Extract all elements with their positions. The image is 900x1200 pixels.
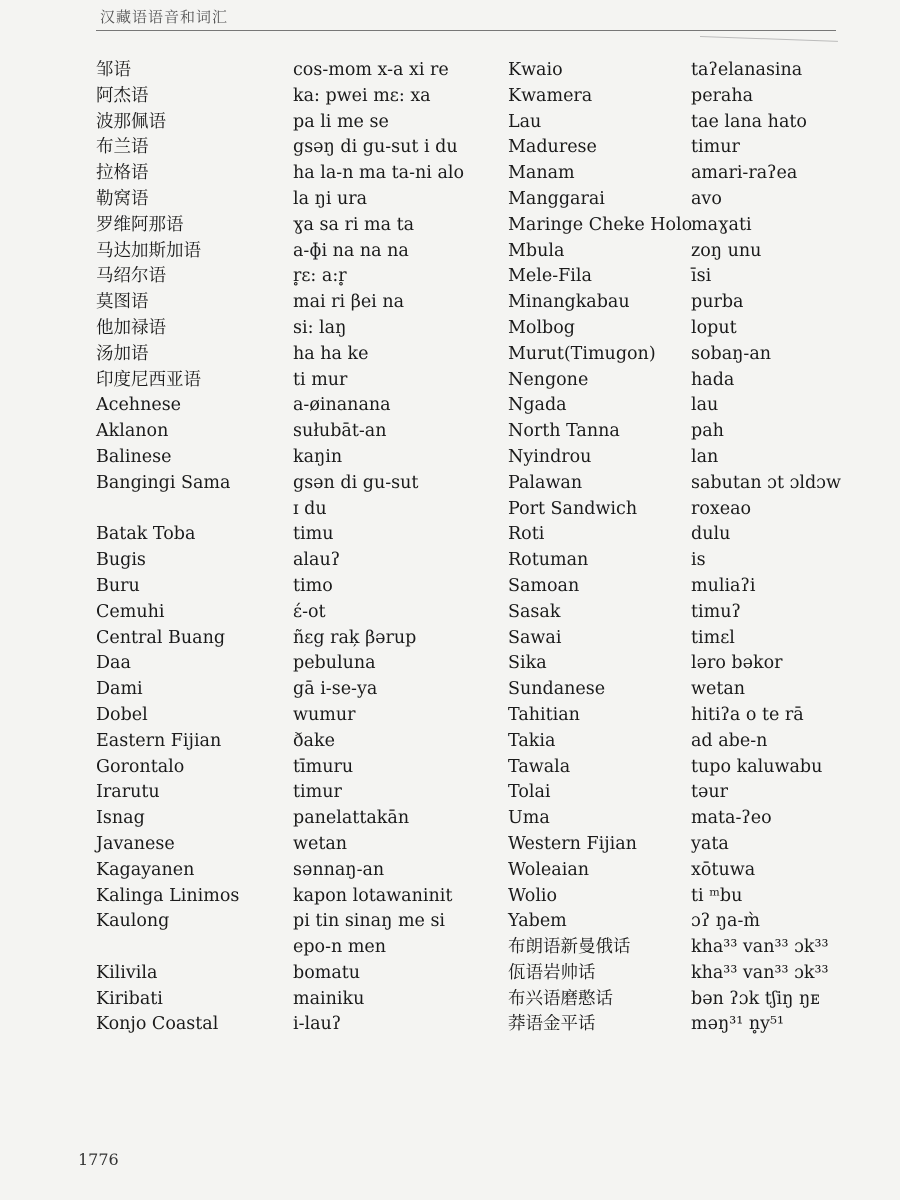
word-form-b: έ-ot (293, 601, 326, 622)
language-name-c: Port Sandwich (508, 498, 638, 519)
column-language-left (96, 58, 286, 1038)
language-name-c: Kwamera (508, 85, 593, 106)
word-form-b: panelattakān (293, 808, 410, 829)
word-form-d: sabutan ɔt ɔldɔw (691, 472, 841, 493)
word-form-b: mai ri βei na (293, 292, 405, 313)
word-form-b: ðake (293, 730, 335, 751)
word-form-b: gsən di gu-sut (293, 472, 419, 493)
language-name-c: Lau (508, 111, 542, 132)
column-language-right (508, 58, 693, 1038)
word-form-b: ti mur (293, 369, 348, 390)
language-name-a: Central Buang (96, 627, 226, 648)
word-form-b: a-ɸi na na na (293, 240, 409, 261)
word-form-b: a-øinanana (293, 395, 391, 416)
language-name-c: Samoan (508, 575, 580, 596)
language-name-c: Mbula (508, 240, 565, 261)
word-form-b: tīmuru (293, 756, 354, 777)
language-name-a: 汤加语 (96, 343, 149, 364)
language-name-a: Irarutu (96, 782, 160, 803)
word-form-d: roxeao (691, 498, 752, 519)
language-name-a: 阿杰语 (96, 85, 149, 106)
language-name-a: 马达加斯加语 (96, 240, 201, 261)
language-name-c: Madurese (508, 137, 597, 158)
language-name-a: Bangingi Sama (96, 472, 231, 493)
word-form-b: wetan (293, 833, 348, 854)
column-form-left (293, 58, 503, 1038)
language-name-a: Kalinga Linimos (96, 885, 240, 906)
language-name-a: Bugis (96, 550, 146, 571)
language-name-c: 布朗语新曼俄话 (508, 937, 631, 958)
word-form-b: epo-n men (293, 937, 387, 958)
word-form-d: amari-raʔea (691, 163, 798, 184)
word-form-d: dulu (691, 524, 731, 545)
word-form-d: ɔʔ ŋa-m̀ (691, 911, 760, 932)
language-name-c: Minangkabau (508, 292, 630, 313)
language-name-a: Isnag (96, 808, 145, 829)
language-name-a: 波那佩语 (96, 111, 166, 132)
language-name-a: 布兰语 (96, 137, 149, 158)
language-name-a: Gorontalo (96, 756, 185, 777)
language-name-a: Batak Toba (96, 524, 196, 545)
word-form-d: zoŋ unu (691, 240, 762, 261)
language-name-a: Dobel (96, 704, 148, 725)
word-form-b: ñɛg raķ βərup (293, 627, 417, 648)
word-form-d: īsi (691, 266, 712, 287)
language-name-c: Kwaio (508, 60, 563, 80)
language-name-a: Acehnese (96, 395, 182, 416)
word-form-d: lau (691, 395, 719, 416)
word-form-b: ɪ du (293, 498, 327, 519)
language-name-c: 佤语岩帅话 (508, 962, 596, 983)
language-name-c: Nengone (508, 369, 589, 390)
word-form-b: mainiku (293, 988, 365, 1009)
language-name-a: Balinese (96, 446, 172, 467)
word-form-d: lan (691, 446, 719, 467)
word-form-d: timuʔ (691, 601, 741, 622)
word-form-b: kapon lotawaninit (293, 885, 453, 906)
language-name-c: Tolai (508, 782, 551, 803)
language-name-c: Molbog (508, 317, 575, 338)
word-form-b: ha la-n ma ta-ni alo (293, 163, 465, 184)
word-form-d: avo (691, 188, 722, 209)
language-name-c: Western Fijian (508, 833, 637, 854)
word-form-b: r̥ɛ: a:r̥ (293, 266, 347, 287)
word-form-b: alauʔ (293, 550, 341, 571)
language-name-c: 布兴语磨憨话 (508, 988, 613, 1009)
word-form-b: cos-mom x-a xi re (293, 60, 449, 80)
word-form-b: sənnaŋ-an (293, 859, 385, 880)
language-name-a: Kilivila (96, 962, 158, 983)
language-name-c: Palawan (508, 472, 583, 493)
language-name-c: North Tanna (508, 421, 620, 442)
language-name-c: Nyindrou (508, 446, 592, 467)
language-name-c: Ngada (508, 395, 567, 416)
page-number: 1776 (78, 1150, 119, 1169)
word-form-d: timɛl (691, 627, 735, 648)
word-form-b: timo (293, 575, 333, 596)
word-form-b: timu (293, 524, 334, 545)
word-form-d: kha³³ van³³ ɔk³³ (691, 937, 829, 958)
word-form-d: ti ᵐbu (691, 885, 743, 906)
language-name-c: Murut(Timugon) (508, 343, 656, 364)
language-name-c: 莽语金平话 (508, 1014, 596, 1035)
word-form-d: is (691, 550, 706, 571)
word-form-d: tae lana hato (691, 111, 807, 132)
word-form-b: i-lauʔ (293, 1014, 342, 1035)
word-form-d: hitiʔa o te rā (691, 704, 804, 725)
language-name-a (96, 497, 286, 523)
language-name-a: 莫图语 (96, 292, 149, 313)
language-name-a: Daa (96, 653, 131, 674)
language-name-a: 勒窝语 (96, 188, 149, 209)
word-form-b: bomatu (293, 962, 361, 983)
language-name-c: Yabem (508, 911, 567, 932)
language-name-c: Maringe Cheke Holo (508, 214, 693, 235)
language-name-a: 拉格语 (96, 163, 149, 184)
word-form-d: hada (691, 369, 735, 390)
word-form-b: la ŋi ura (293, 188, 368, 209)
word-form-b: sułubāt-an (293, 421, 387, 442)
word-form-d: xōtuwa (691, 859, 756, 880)
word-form-d: mata-ʔeo (691, 808, 772, 829)
word-form-b: pa li me se (293, 111, 389, 132)
word-form-b: pebuluna (293, 653, 376, 674)
language-name-a: Dami (96, 679, 143, 700)
word-form-d: məŋ³¹ n̥y⁵¹ (691, 1014, 785, 1035)
language-name-a: Cemuhi (96, 601, 165, 622)
language-name-a: Javanese (96, 833, 175, 854)
word-form-d: təur (691, 782, 729, 803)
word-form-d: ləro bəkor (691, 653, 783, 674)
word-form-d: kha³³ van³³ ɔk³³ (691, 962, 829, 983)
word-form-d: yata (691, 833, 729, 854)
language-name-a: 邹语 (96, 60, 131, 80)
word-form-b: ɣa sa ri ma ta (293, 214, 415, 235)
language-name-a (96, 935, 286, 961)
language-name-c: Manam (508, 163, 575, 184)
language-name-a: Eastern Fijian (96, 730, 222, 751)
word-form-b: timur (293, 782, 342, 803)
header-rule-secondary (700, 36, 838, 42)
running-header: 汉藏语语音和词汇 (100, 8, 229, 26)
word-form-b: gā i-se-ya (293, 679, 378, 700)
word-form-d: sobaŋ-an (691, 343, 772, 364)
language-name-c: Rotuman (508, 550, 589, 571)
language-name-a: Aklanon (96, 421, 169, 442)
word-form-b: wumur (293, 704, 356, 725)
word-form-d: ad abe-n (691, 730, 768, 751)
word-form-b: kaŋin (293, 446, 343, 467)
language-name-c: Wolio (508, 885, 558, 906)
word-form-b: si: laŋ (293, 317, 347, 338)
word-form-d: timur (691, 137, 740, 158)
language-name-a: Konjo Coastal (96, 1014, 219, 1035)
language-name-a: Kaulong (96, 911, 170, 932)
word-form-d: purba (691, 292, 744, 313)
language-name-c: Mele-Fila (508, 266, 592, 287)
word-form-d: pah (691, 421, 724, 442)
language-name-c: Woleaian (508, 859, 590, 880)
language-name-a: Kagayanen (96, 859, 195, 880)
language-name-c: Sika (508, 653, 547, 674)
word-form-d: tupo kaluwabu (691, 756, 823, 777)
column-form-right (691, 58, 871, 1038)
language-name-c: Sasak (508, 601, 561, 622)
language-name-c: Tahitian (508, 704, 580, 725)
word-form-d: loput (691, 317, 737, 338)
language-name-a: Kiribati (96, 988, 163, 1009)
word-form-b: gsəŋ di gu-sut i du (293, 137, 458, 158)
header-rule (96, 30, 836, 31)
language-name-c: Uma (508, 808, 550, 829)
language-name-a: 印度尼西亚语 (96, 369, 201, 390)
word-form-b: pi tin sinaŋ me si (293, 911, 446, 932)
language-name-c: Takia (508, 730, 556, 751)
word-form-b: ka: pwei mɛ: xa (293, 85, 431, 106)
word-form-d: maɣati (691, 214, 752, 235)
language-name-c: Tawala (508, 756, 571, 777)
language-name-c: Sundanese (508, 679, 606, 700)
word-form-b: ha ha ke (293, 343, 369, 364)
word-form-d: bən ʔɔk tʃiŋ ŋᴇ (691, 988, 820, 1009)
language-name-a: 他加禄语 (96, 317, 166, 338)
word-form-d: wetan (691, 679, 746, 700)
language-name-c: Sawai (508, 627, 562, 648)
language-name-c: Manggarai (508, 188, 605, 209)
word-form-d: muliaʔi (691, 575, 756, 596)
language-name-a: 罗维阿那语 (96, 214, 184, 235)
language-name-a: 马绍尔语 (96, 266, 166, 287)
language-name-a: Buru (96, 575, 140, 596)
word-form-d: taʔelanasina (691, 60, 803, 80)
word-form-d: peraha (691, 85, 754, 106)
language-name-c: Roti (508, 524, 545, 545)
